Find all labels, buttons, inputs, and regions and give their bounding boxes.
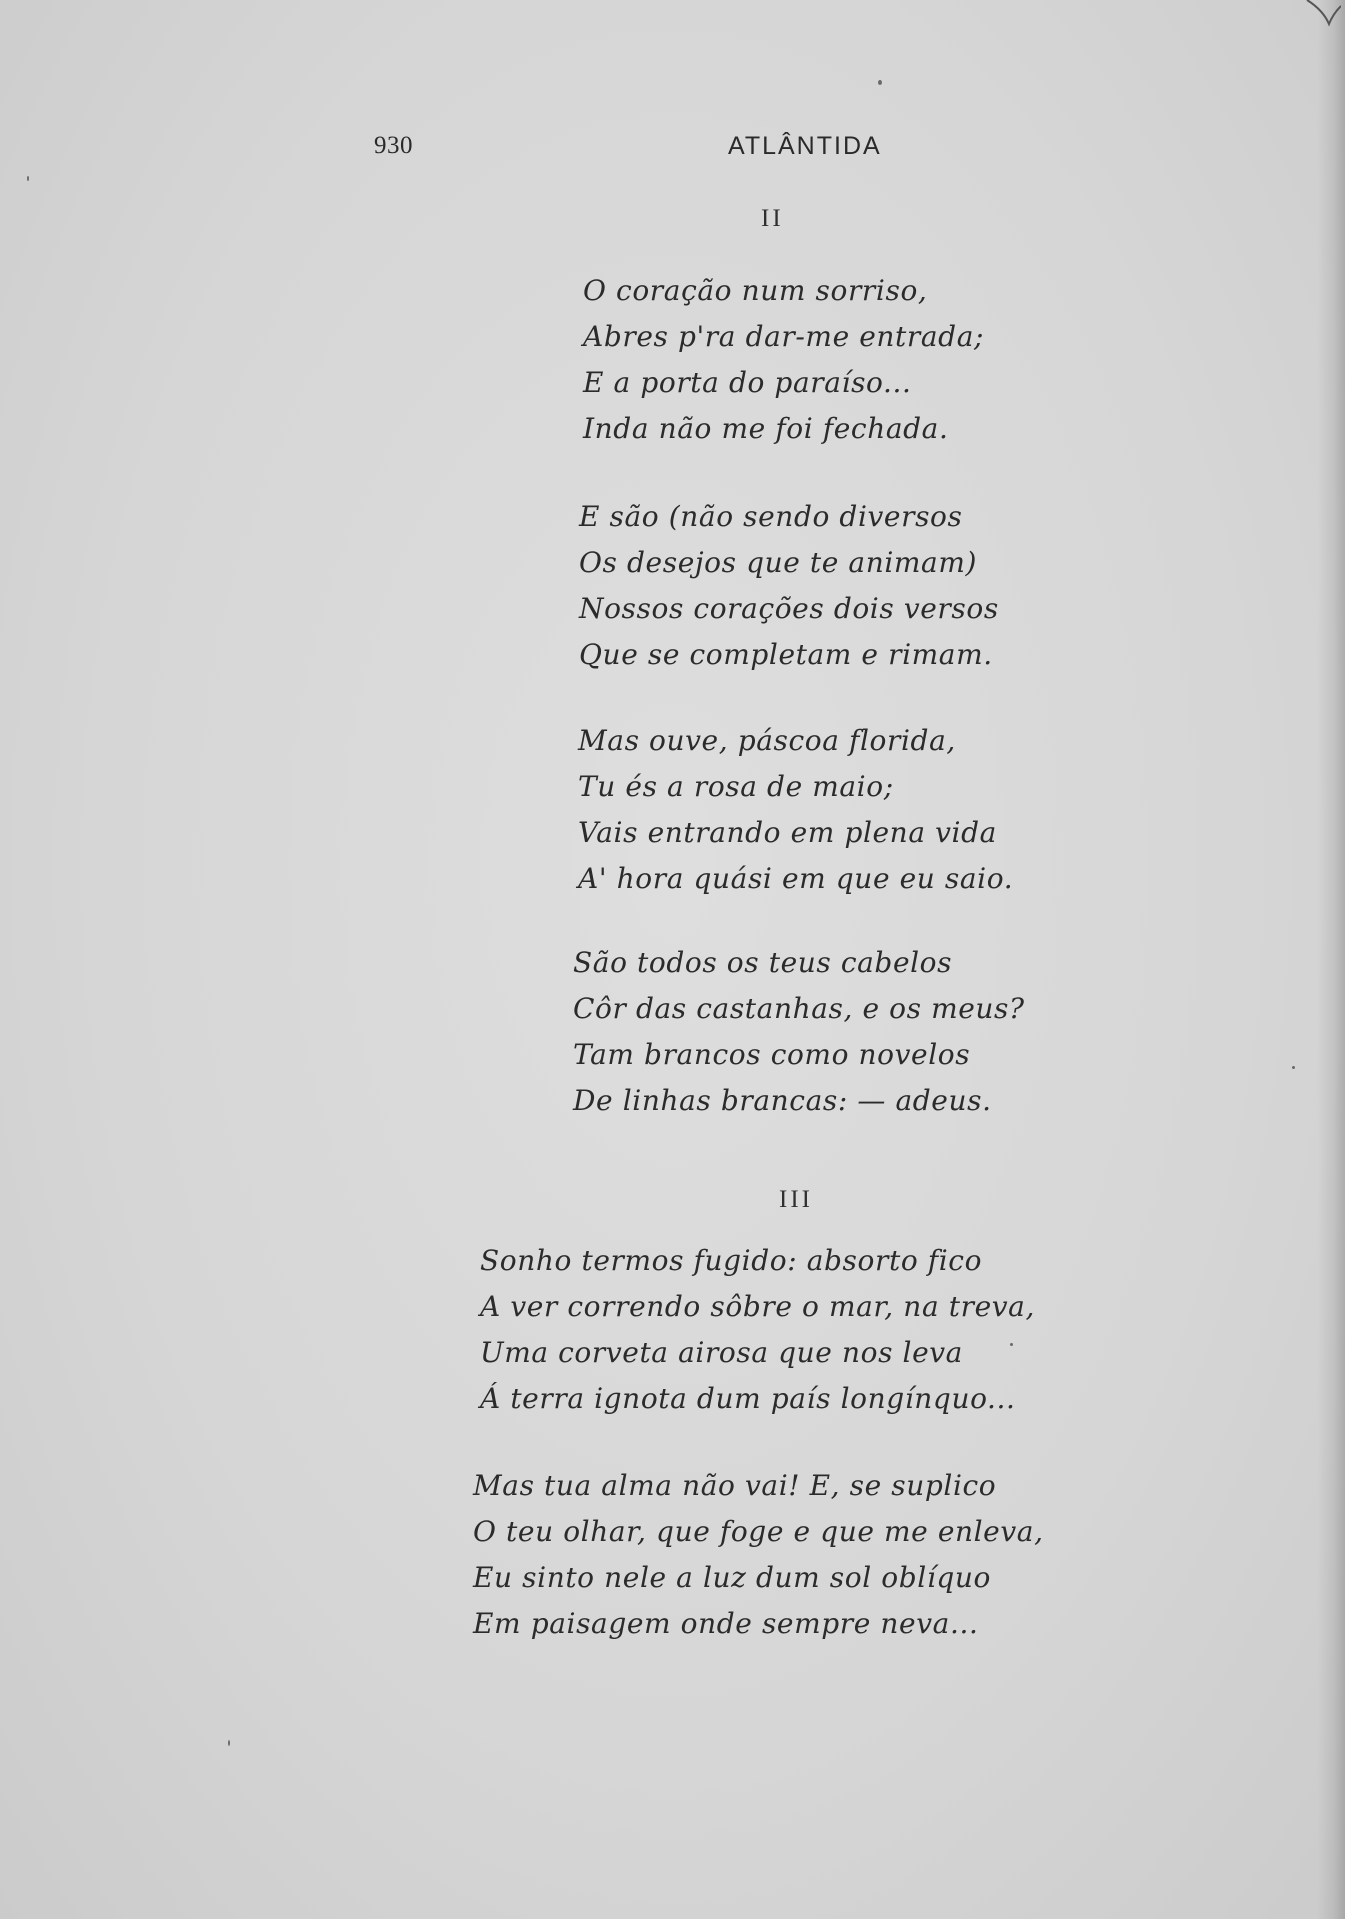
verse-line: O teu olhar, que foge e que me enleva,: [473, 1515, 1044, 1548]
verse-line: A' hora quási em que eu saio.: [578, 862, 1014, 895]
verse-line: São todos os teus cabelos: [573, 946, 953, 979]
page-number: 930: [374, 132, 413, 159]
stanza: [583, 268, 984, 452]
page-edge-shadow: [1317, 0, 1345, 1919]
verse-line: Inda não me foi fechada.: [583, 412, 949, 445]
verse-line: E a porta do paraíso...: [583, 366, 912, 399]
verse-line: Mas tua alma não vai! E, se suplico: [473, 1469, 997, 1502]
running-title: ATLÂNTIDA: [728, 132, 882, 160]
verse-line: Côr das castanhas, e os meus?: [573, 992, 1025, 1025]
stanza: [480, 1238, 1035, 1422]
stanza: [578, 718, 1013, 902]
verse-line: Que se completam e rimam.: [579, 638, 993, 671]
verse-line: O coração num sorriso,: [583, 274, 928, 307]
verse-line: A ver correndo sôbre o mar, na treva,: [480, 1290, 1035, 1323]
verse-line: Nossos corações dois versos: [579, 592, 999, 625]
verse-line: Vais entrando em plena vida: [578, 816, 997, 849]
stanza: [473, 1463, 1044, 1647]
verse-line: Abres p'ra dar-me entrada;: [583, 320, 985, 353]
section-heading-iii: III: [779, 1186, 813, 1213]
stanza: [573, 940, 1025, 1124]
verse-line: Tu és a rosa de maio;: [578, 770, 894, 803]
verse-line: Os desejos que te animam): [579, 546, 978, 579]
print-speck: [27, 176, 29, 181]
verse-line: Eu sinto nele a luz dum sol oblíquo: [473, 1561, 991, 1594]
verse-line: Tam brancos como novelos: [573, 1038, 971, 1071]
section-heading-ii: II: [761, 205, 784, 232]
page-corner-crease: [1301, 0, 1341, 30]
print-speck: [228, 1740, 230, 1746]
verse-line: E são (não sendo diversos: [579, 500, 963, 533]
print-speck: [878, 80, 882, 85]
stanza: [579, 494, 999, 678]
verse-line: Uma corveta airosa que nos leva: [480, 1336, 963, 1369]
verse-line: Sonho termos fugido: absorto fico: [480, 1244, 983, 1277]
verse-line: Mas ouve, páscoa florida,: [578, 724, 956, 757]
verse-line: Á terra ignota dum país longínquo...: [480, 1382, 1016, 1415]
verse-line: Em paisagem onde sempre neva...: [473, 1607, 979, 1640]
verse-line: De linhas brancas: — adeus.: [573, 1084, 992, 1117]
print-speck: [1292, 1066, 1295, 1069]
running-header: [0, 132, 1345, 172]
